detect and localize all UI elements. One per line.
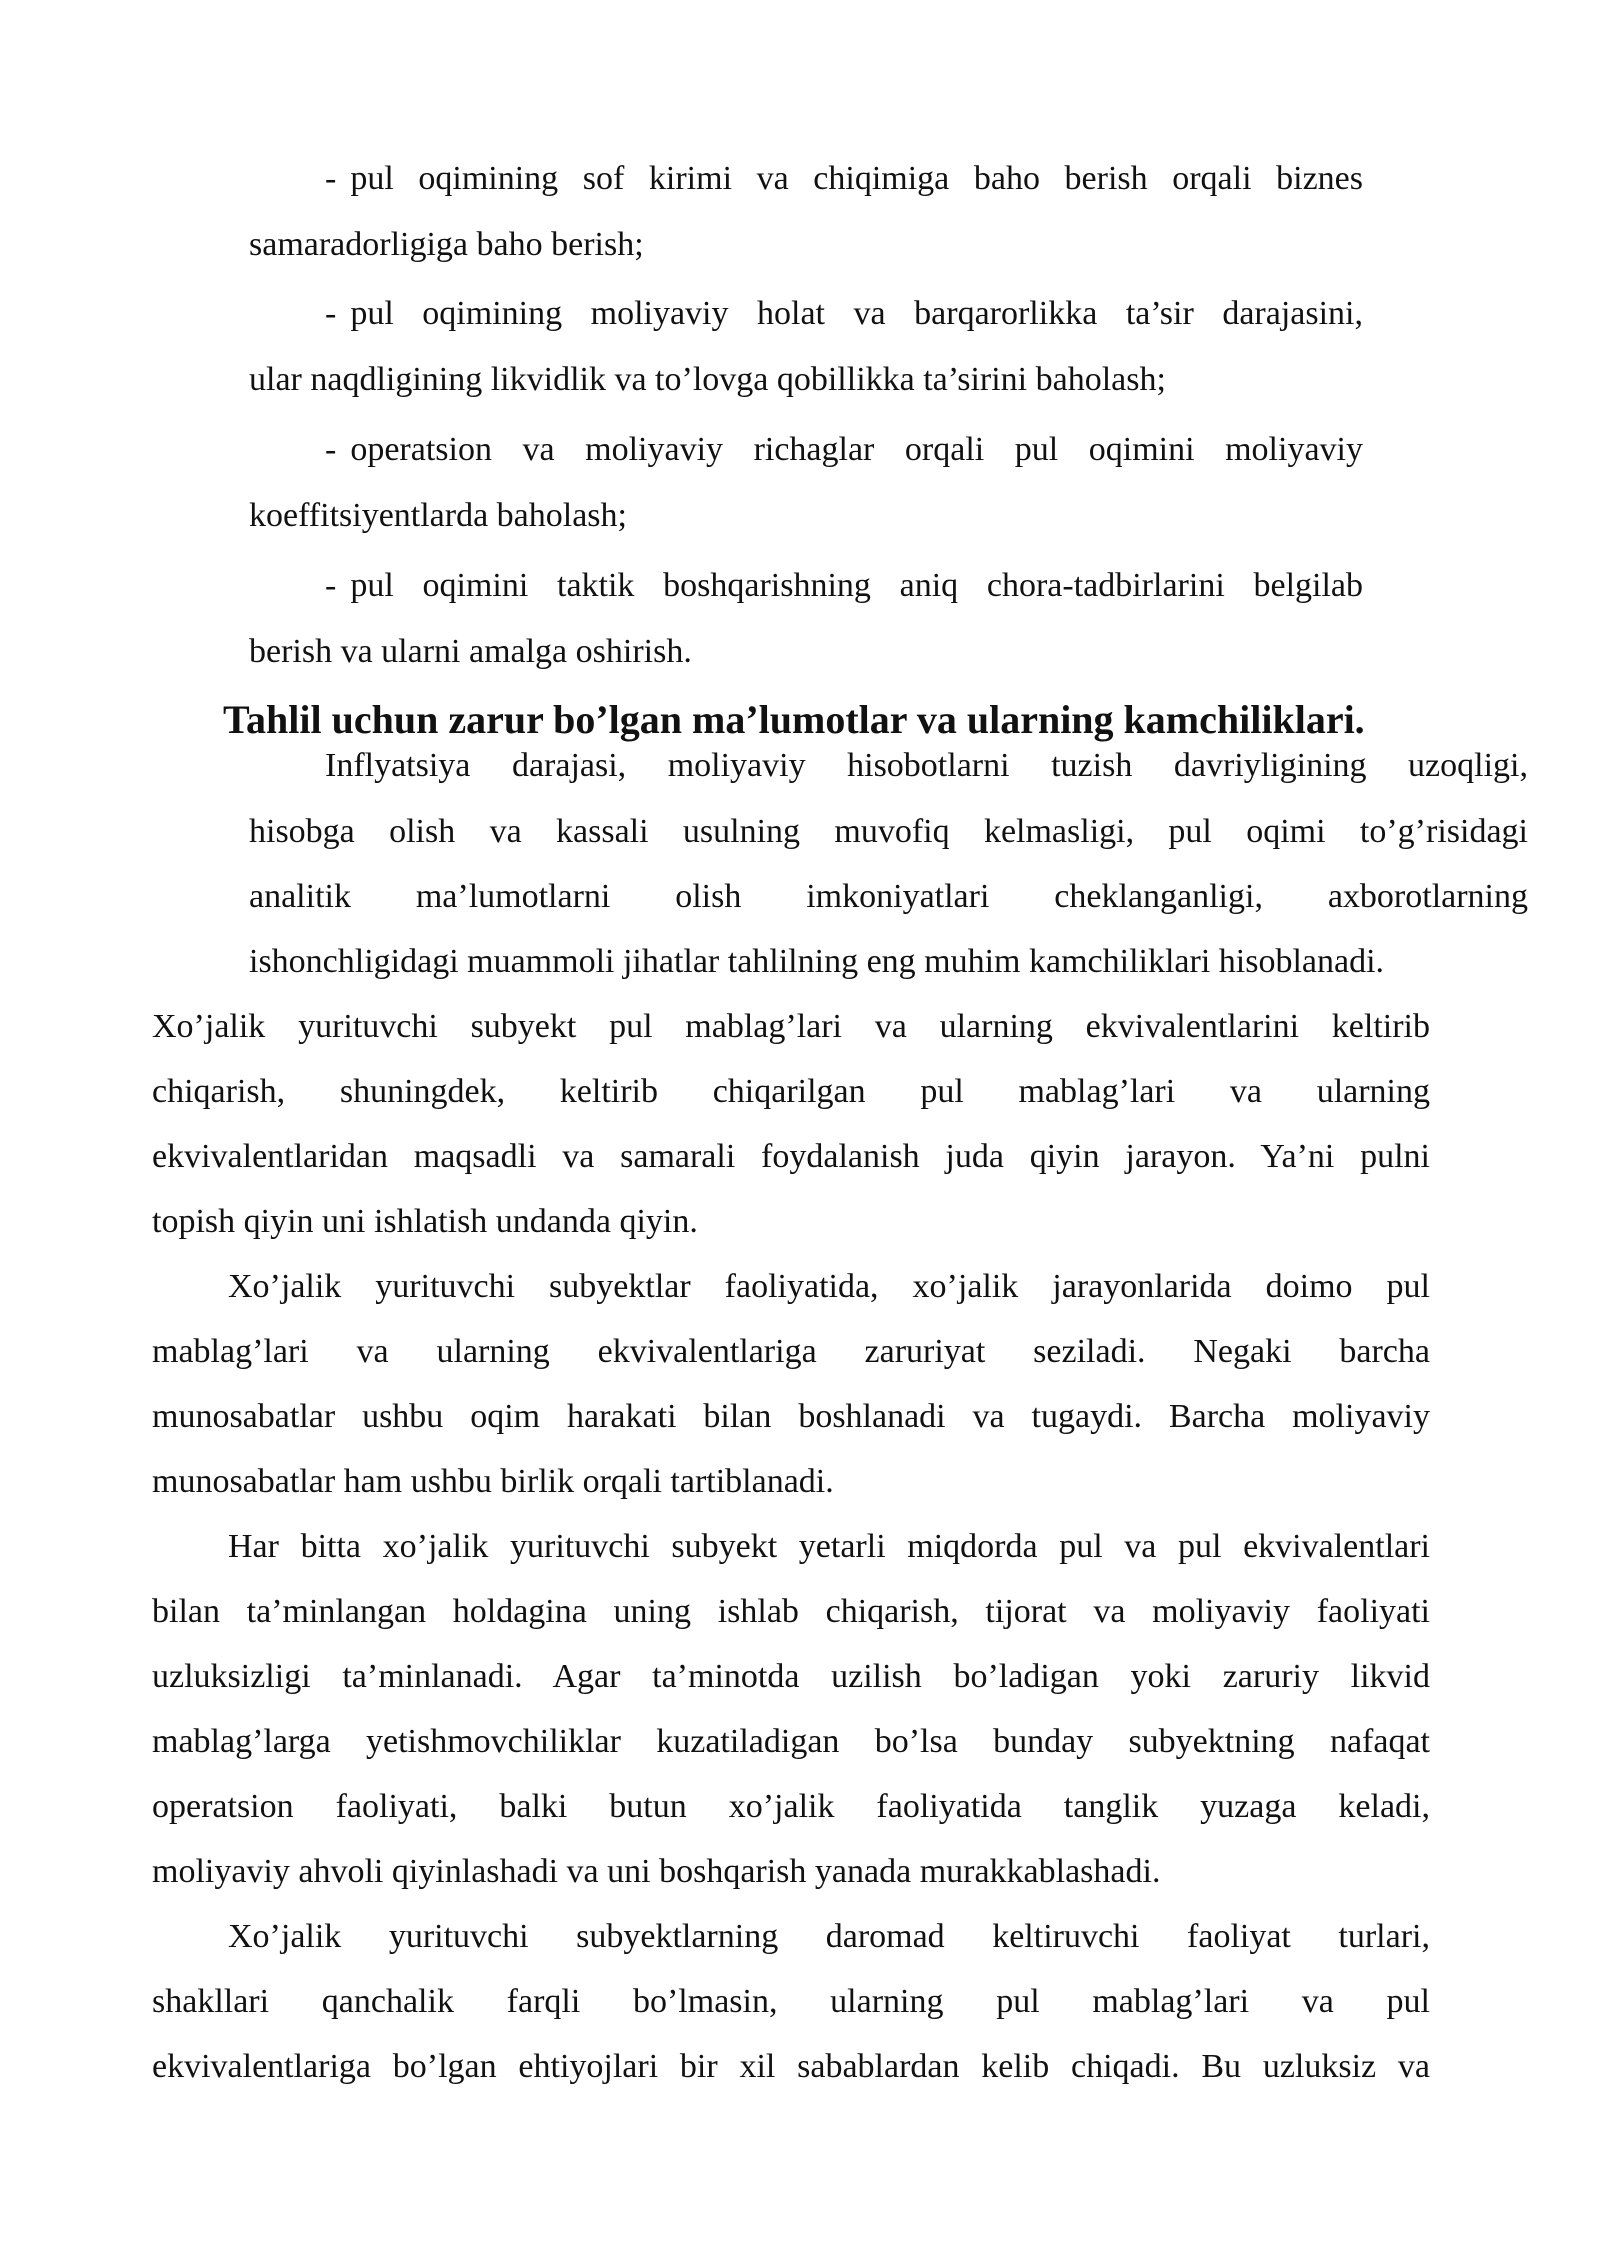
paragraph-3-line-6: moliyaviy ahvoli qiyinlashadi va uni boshqarish yanada murakkablashadi. [152,1853,1161,1890]
paragraph-1-line-2: chiqarish, shuningdek, keltirib chiqarilgan pul mablag’lari va ularning [152,1073,1430,1110]
indented-paragraph-line-3: analitik ma’lumotlarni olish imkoniyatlari cheklanganligi, axborotlarning [249,878,1528,915]
paragraph-2-line-4: munosabatlar ham ushbu birlik orqali tartiblanadi. [152,1463,834,1500]
paragraph-3-line-5: operatsion faoliyati, balki butun xo’jalik faoliyatida tanglik yuzaga keladi, [152,1788,1430,1825]
bullet-4-line-1: - pul oqimini taktik boshqarishning aniq chora-tadbirlarini belgilab [325,564,1363,608]
bullet-2-line-1: - pul oqimining moliyaviy holat va barqarorlikka ta’sir darajasini, [325,292,1363,336]
bullet-dash: - [325,295,337,332]
bullet-4-line-2: berish va ularni amalga oshirish. [249,633,692,670]
paragraph-1-line-3: ekvivalentlaridan maqsadli va samarali foydalanish juda qiyin jarayon. Ya’ni pulni [152,1138,1430,1175]
paragraph-3-line-1: Har bitta xo’jalik yurituvchi subyekt yetarli miqdorda pul va pul ekvivalentlari [228,1528,1430,1565]
paragraph-3-line-2: bilan ta’minlangan holdagina uning ishlab chiqarish, tijorat va moliyaviy faoliyati [152,1593,1430,1630]
paragraph-3-line-3: uzluksizligi ta’minlanadi. Agar ta’minotda uzilish bo’ladigan yoki zaruriy likvid [152,1658,1430,1695]
indented-paragraph-line-4: ishonchligidagi muammoli jihatlar tahlilning eng muhim kamchiliklari hisoblanadi. [249,943,1385,980]
section-heading: Tahlil uchun zarur bo’lgan ma’lumotlar va ularning kamchiliklari. [223,697,1365,742]
paragraph-1-line-4: topish qiyin uni ishlatish undanda qiyin. [152,1203,698,1240]
bullet-1-line-2: samaradorligiga baho berish; [249,226,644,263]
paragraph-1-line-1: Xo’jalik yurituvchi subyekt pul mablag’lari va ularning ekvivalentlarini keltirib [152,1008,1430,1045]
bullet-3-line-1: - operatsion va moliyaviy richaglar orqali pul oqimini moliyaviy [325,428,1363,472]
bullet-1-line-1: - pul oqimining sof kirimi va chiqimiga baho berish orqali biznes [325,157,1363,201]
indented-paragraph-line-1: Inflyatsiya darajasi, moliyaviy hisobotlarni tuzish davriyligining uzoqligi, [325,747,1528,784]
bullet-2-line-2: ular naqdligining likvidlik va to’lovga qobillikka ta’sirini baholash; [249,361,1166,398]
paragraph-2-line-1: Xo’jalik yurituvchi subyektlar faoliyatida, xo’jalik jarayonlarida doimo pul [228,1268,1430,1305]
bullet-dash: - [325,431,337,468]
paragraph-4-line-2: shakllari qanchalik farqli bo’lmasin, ularning pul mablag’lari va pul [152,1983,1430,2020]
indented-paragraph-line-2: hisobga olish va kassali usulning muvofiq kelmasligi, pul oqimi to’g’risidagi [249,813,1528,850]
paragraph-2-line-2: mablag’lari va ularning ekvivalentlariga zaruriyat seziladi. Negaki barcha [152,1333,1430,1370]
bullet-dash: - [325,567,337,604]
paragraph-2-line-3: munosabatlar ushbu oqim harakati bilan boshlanadi va tugaydi. Barcha moliyaviy [152,1398,1430,1435]
bullet-dash: - [325,160,337,197]
bullet-3-line-2: koeffitsiyentlarda baholash; [249,497,627,534]
paragraph-4-line-3: ekvivalentlariga bo’lgan ehtiyojlari bir xil sabablardan kelib chiqadi. Bu uzluksiz va [152,2048,1430,2085]
paragraph-4-line-1: Xo’jalik yurituvchi subyektlarning daromad keltiruvchi faoliyat turlari, [228,1918,1430,1955]
paragraph-3-line-4: mablag’larga yetishmovchiliklar kuzatiladigan bo’lsa bunday subyektning nafaqat [152,1723,1430,1760]
